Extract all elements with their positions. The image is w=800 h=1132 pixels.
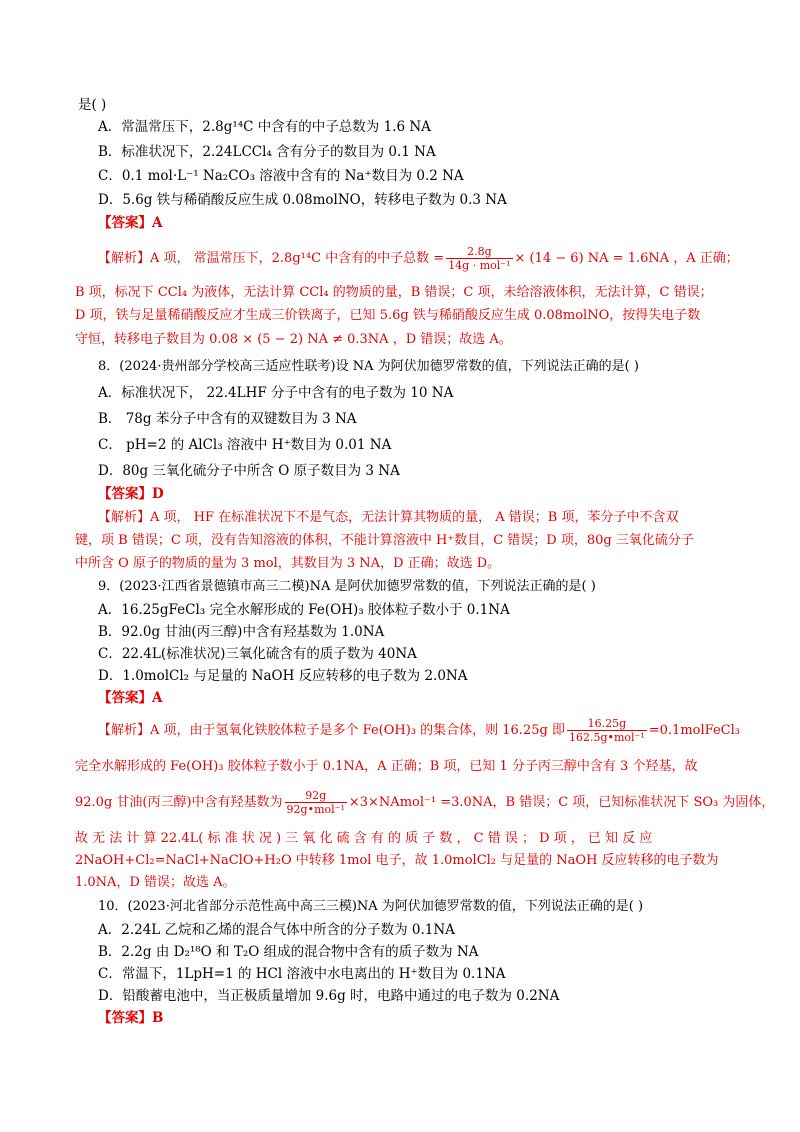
- intro-text: 是( ): [78, 97, 107, 113]
- q9-analysis-line2: 完全水解形成的 Fe(OH)₃ 胶体粒子数小于 0.1NA，A 正确；B 项，已知 1 分子丙三醇中含有 3 个羟基，故: [75, 759, 698, 774]
- q9-analysis-result: =0.1molFeCl₃: [648, 723, 740, 738]
- q9-analysis-text: 【解析】A 项，由于氢氧化铁胶体粒子是多个 Fe(OH)₃ 的集合体，则 16.25g 即: [98, 723, 565, 738]
- q9-analysis-text-2: 92.0g 甘油(丙三醇)中含有羟基数为: [75, 795, 283, 810]
- q7-option-d: D．5.6g 铁与稀硝酸反应生成 0.08molNO，转移电子数为 0.3 NA: [98, 192, 507, 208]
- q8-analysis-line1: 【解析】A 项， HF 在标准状况下不是气态，无法计算其物质的量， A 错误；B 项，苯分子中不含双: [98, 510, 679, 525]
- q9-option-c: C．22.4L(标准状况)三氧化硫含有的质子数为 40NA: [98, 646, 417, 662]
- q8-analysis-line2: 键，项 B 错误；C 项，没有告知溶液的体积，不能计算溶液中 H⁺数目，C 错误；D 项，80g 三氧化硫分子: [75, 533, 694, 548]
- q10-option-a: A．2.24L 乙烷和乙烯的混合气体中所含的分子数为 0.1NA: [98, 922, 455, 938]
- q8-option-b: B． 78g 苯分子中含有的双键数目为 3 NA: [98, 411, 357, 427]
- q7-analysis-text: 【解析】A 项， 常温常压下，2.8g¹⁴C 中含有的中子总数 =: [98, 251, 445, 266]
- q10-option-c: C．常温下，1LpH=1 的 HCl 溶液中水电离出的 H⁺数目为 0.1NA: [98, 966, 506, 982]
- q9-analysis-line5: 2NaOH+Cl₂=NaCl+NaClO+H₂O 中转移 1mol 电子，故 1.0molCl₂ 与足量的 NaOH 反应转移的电子数为: [75, 853, 719, 868]
- q10-option-b: B．2.2g 由 D₂¹⁸O 和 T₂O 组成的混合物中含有的质子数为 NA: [98, 944, 479, 960]
- q9-analysis-line4: 故 无 法 计 算 22.4L( 标 准 状 况 ) 三 氧 化 硫 含 有 的 质 子 数 ， C 错 误 ； D 项 ， 已 知 反 应: [75, 831, 653, 846]
- q7-fraction-denominator: 14g · mol⁻¹: [448, 259, 511, 272]
- q7-analysis-line3: D 项，铁与足量稀硝酸反应才生成三价铁离子，已知 5.6g 铁与稀硝酸反应生成 0.08molNO，按得失电子数: [75, 308, 701, 323]
- q8-option-a: A．标准状况下， 22.4LHF 分子中含有的电子数为 10 NA: [98, 385, 454, 401]
- q7-analysis-line2: B 项，标况下 CCl₄ 为液体，无法计算 CCl₄ 的物质的量，B 错误；C 项，未给溶液体积，无法计算，C 错误；: [75, 285, 713, 300]
- q9-option-d: D．1.0molCl₂ 与足量的 NaOH 反应转移的电子数为 2.0NA: [98, 668, 468, 684]
- q7-option-c: C．0.1 mol·L⁻¹ Na₂CO₃ 溶液中含有的 Na⁺数目为 0.2 NA: [98, 168, 464, 184]
- q7-analysis-line4: 守恒，转移电子数目为 0.08 × (5 − 2) NA ≠ 0.3NA ，D 错误；故选 A。: [75, 332, 512, 347]
- q10-answer: 【答案】B: [98, 1010, 164, 1026]
- q9-analysis-line1: [98, 717, 740, 744]
- q7-analysis-result: × (14 − 6) NA = 1.6NA ，A 正确；: [514, 251, 739, 266]
- q7-fraction: [446, 245, 512, 272]
- q9-stem: 9．(2023·江西省景德镇市高三二模)NA 是阿伏加德罗常数的值，下列说法正确的是( ): [98, 579, 596, 594]
- q9-fraction-2-denominator: 92g•mol⁻¹: [286, 803, 345, 816]
- q9-fraction-2-numerator: 92g: [285, 789, 347, 803]
- q10-stem: 10．(2023·河北省部分示范性高中高三三模)NA 为阿伏加德罗常数的值，下列说法正确的是( ): [98, 899, 644, 914]
- q9-analysis-line6: 1.0NA，D 错误；故选 A。: [75, 875, 236, 890]
- q9-option-b: B．92.0g 甘油(丙三醇)中含有羟基数为 1.0NA: [98, 624, 385, 640]
- q9-option-a: A．16.25gFeCl₃ 完全水解形成的 Fe(OH)₃ 胶体粒子数小于 0.1NA: [98, 602, 510, 618]
- q10-option-d: D．铅酸蓄电池中，当正极质量增加 9.6g 时，电路中通过的电子数为 0.2NA: [98, 988, 560, 1004]
- q7-option-b: B．标准状况下，2.24LCCl₄ 含有分子的数目为 0.1 NA: [98, 144, 436, 160]
- q9-analysis-line3: [75, 789, 774, 816]
- q8-answer: 【答案】D: [98, 486, 164, 502]
- q7-analysis-line1: [98, 245, 739, 272]
- q8-option-d: D．80g 三氧化硫分子中所含 O 原子数目为 3 NA: [98, 463, 400, 479]
- q9-analysis-result-2: ×3×NAmol⁻¹ =3.0NA，B 错误；C 项，已知标准状况下 SO₃ 为固体，: [348, 795, 775, 810]
- q9-answer: 【答案】A: [98, 690, 163, 706]
- q9-fraction-1: [567, 717, 647, 744]
- q8-option-c: C． pH=2 的 AlCl₃ 溶液中 H⁺数目为 0.01 NA: [98, 437, 392, 453]
- q9-fraction-1-numerator: 16.25g: [567, 717, 647, 731]
- q9-fraction-1-denominator: 162.5g•mol⁻¹: [568, 731, 645, 744]
- q7-answer: 【答案】A: [98, 215, 163, 231]
- q7-option-a: A．常温常压下，2.8g¹⁴C 中含有的中子总数为 1.6 NA: [98, 119, 431, 135]
- q9-fraction-2: [285, 789, 347, 816]
- q7-fraction-numerator: 2.8g: [446, 245, 512, 259]
- q8-analysis-line3: 中所含 O 原子的物质的量为 3 mol，其数目为 3 NA，D 正确；故选 D。: [75, 556, 501, 571]
- q8-stem: 8．(2024·贵州部分学校高三适应性联考)设 NA 为阿伏加德罗常数的值，下列说法正确的是( ): [98, 359, 639, 374]
